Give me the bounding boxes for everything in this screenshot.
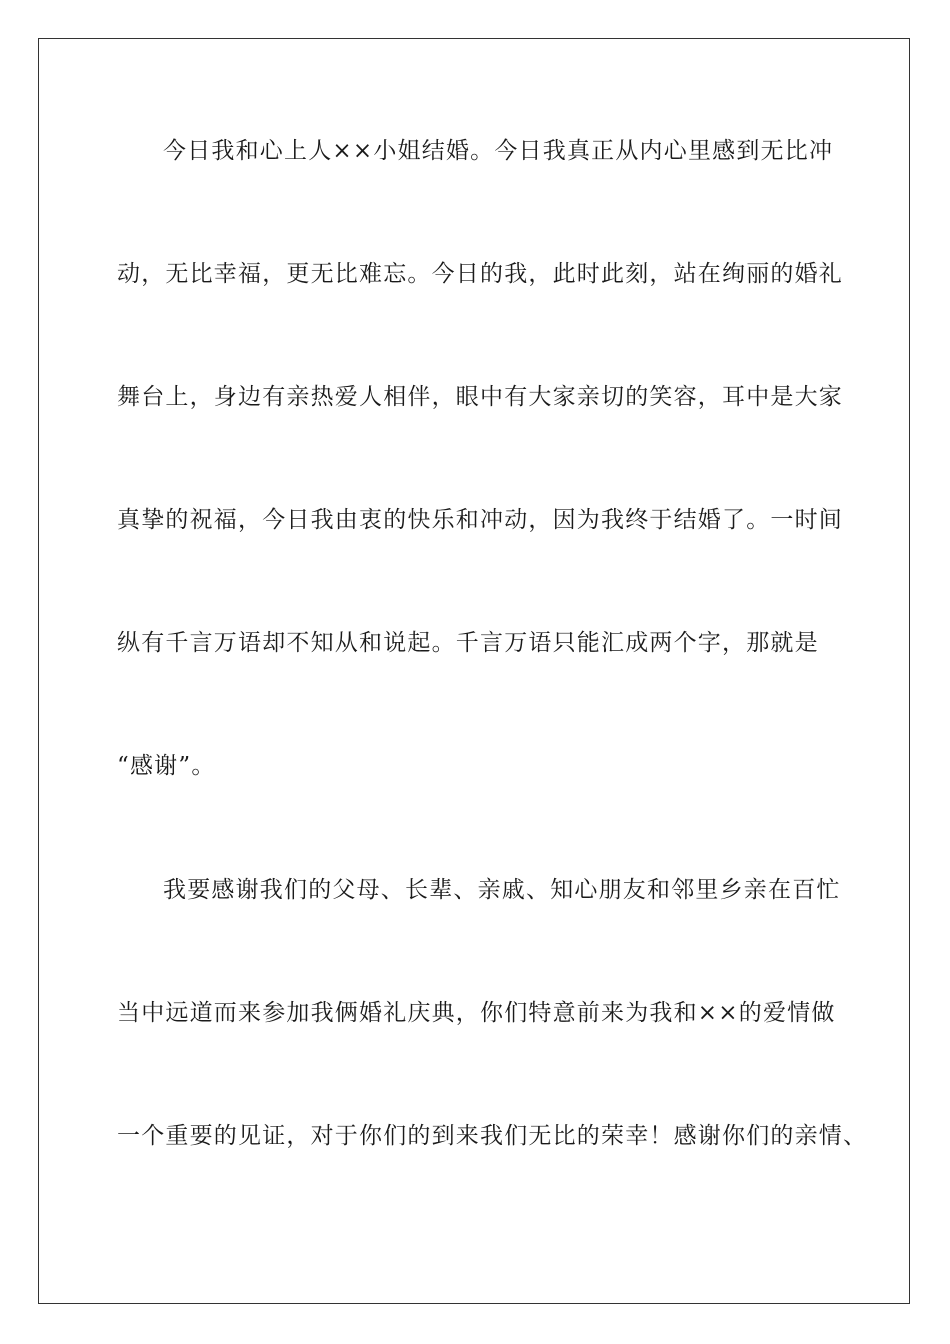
paragraph-1-line-1: 今日我和心上人××小姐结婚。今日我真正从内心里感到无比冲: [163, 138, 834, 164]
page-border: [38, 38, 910, 1304]
paragraph-1-line-3: 舞台上，身边有亲热爱人相伴，眼中有大家亲切的笑容，耳中是大家: [117, 384, 843, 410]
paragraph-2-line-3: 一个重要的见证，对于你们的到来我们无比的荣幸！感谢你们的亲情、: [117, 1123, 868, 1149]
paragraph-1-line-4: 真挚的祝福，今日我由衷的快乐和冲动，因为我终于结婚了。一时间: [117, 507, 843, 533]
paragraph-1-line-2: 动，无比幸福，更无比难忘。今日的我，此时此刻，站在绚丽的婚礼: [117, 261, 843, 287]
paragraph-2-line-2: 当中远道而来参加我俩婚礼庆典，你们特意前来为我和××的爱情做: [117, 1000, 836, 1026]
paragraph-1-line-5: 纵有千言万语却不知从和说起。千言万语只能汇成两个字，那就是: [117, 630, 819, 656]
paragraph-2-line-1: 我要感谢我们的父母、长辈、亲戚、知心朋友和邻里乡亲在百忙: [163, 877, 841, 903]
paragraph-1-line-6: “感谢”。: [117, 753, 216, 779]
